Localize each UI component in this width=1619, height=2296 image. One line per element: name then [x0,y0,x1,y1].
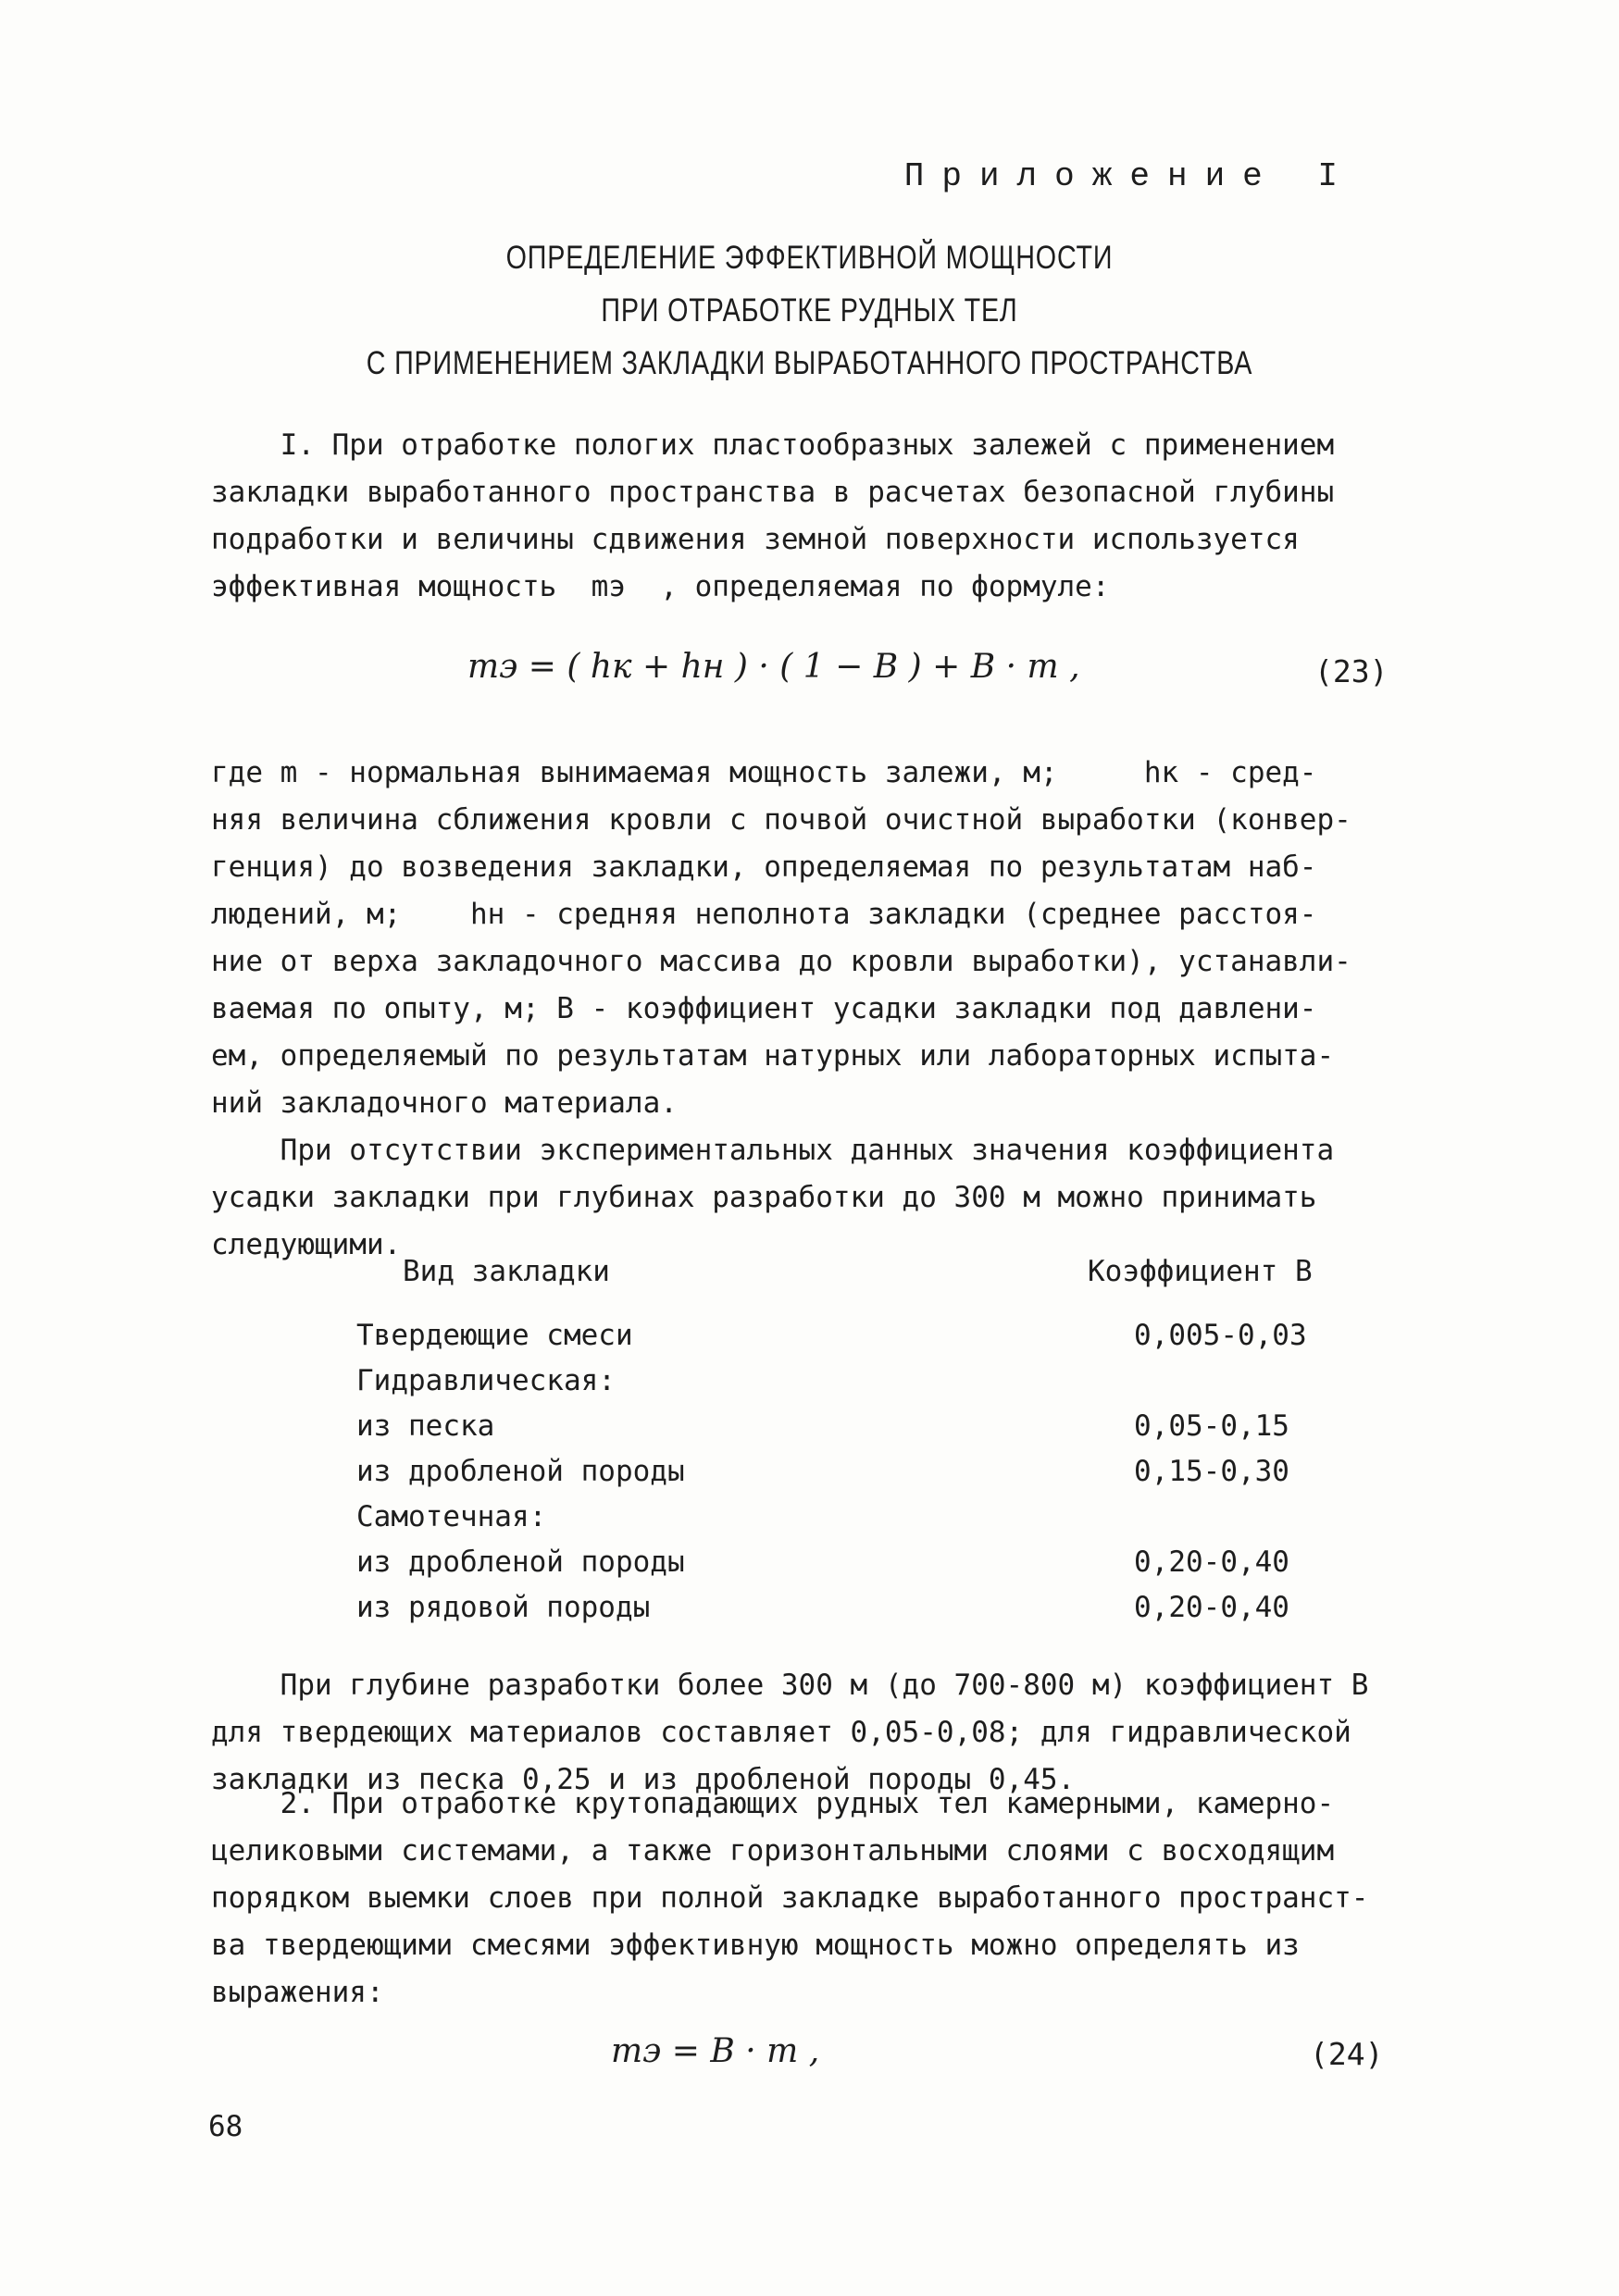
table-header [356,1249,1338,1295]
table-row [356,1540,1338,1585]
table-header-type: Вид закладки [403,1255,610,1288]
table-cell: Твердеющие смеси [356,1319,633,1352]
appendix-label: Приложение I [903,157,1355,195]
table-cell [1134,1495,1338,1540]
table-cell: Самотечная: [356,1500,547,1533]
page-number: 68 [208,2110,243,2143]
table-cell [1134,1359,1338,1404]
coefficient-table [356,1249,1338,1631]
title-line-1: ОПРЕДЕЛЕНИЕ ЭФФЕКТИВНОЙ МОЩНОСТИ [505,240,1114,276]
formula-23: mэ = ( hк + hн ) · ( 1 − B ) + B · m , [467,648,1080,686]
document-title [145,231,1473,390]
table-cell: из рядовой породы [356,1591,651,1624]
formula-23-number: (23) [1314,653,1389,689]
table-cell: 0,15-0,30 [1134,1455,1289,1488]
paragraph-2: где m - нормальная вынимаемая мощность залежи, м; hк - сред- няя величина сближения кровли с почвой очистной выработки (конвер- генция) до возведения закладки, определяемая по результатам наб- людений, м; hн - средняя неполнота закладки (среднее расстоя- ние от верха закладочного массива до кровли выработки), устанавли- ваемая по опыту, м; В - коэффициент усадки закладки под давлени- ем, определяемый по результатам натурных или лабораторных испыта- ний закладочного материала. При отсутствии экспериментальных данных значения коэффициента усадки закладки при глубинах разработки до 300 м можно принимать следующими. [211,756,1351,1261]
table-cell: 0,005-0,03 [1134,1319,1307,1352]
table-row [356,1313,1338,1359]
table-row [356,1404,1338,1449]
table-cell: из дробленой породы [356,1455,685,1488]
table-cell: Гидравлическая: [356,1364,616,1397]
table-row [356,1359,1338,1404]
table-header-coefficient: Коэффициент В [1088,1255,1313,1288]
table-cell: 0,20-0,40 [1134,1545,1289,1579]
paragraph-4: 2. При отработке крутопадающих рудных тел камерными, камерно- целиковыми системами, а также горизонтальными слоями с восходящим порядком выемки слоев при полной закладке выработанного пространст- ва твердеющими смесями эффективную мощность можно определять из выражения: [211,1787,1369,2009]
paragraph-1: I. При отработке пологих пластообразных залежей с применением закладки выработанного пространства в расчетах безопасной глубины подработки и величины сдвижения земной поверхности используется эффективная мощность mэ , определяемая по формуле: [211,428,1335,603]
table-cell: из песка [356,1409,495,1443]
table-row [356,1495,1338,1540]
table-cell: 0,05-0,15 [1134,1409,1289,1443]
title-line-3: С ПРИМЕНЕНИЕМ ЗАКЛАДКИ ВЫРАБОТАННОГО ПРОСТРАНСТВА [366,345,1253,381]
table-row [356,1449,1338,1495]
table-row [356,1585,1338,1631]
paragraph-3: При глубине разработки более 300 м (до 700-800 м) коэффициент В для твердеющих материалов составляет 0,05-0,08; для гидравлической закладки из песка 0,25 и из дробленой породы 0,45. [211,1669,1369,1796]
table-cell: 0,20-0,40 [1134,1591,1289,1624]
formula-24-number: (24) [1310,2036,1384,2072]
title-line-2: ПРИ ОТРАБОТКЕ РУДНЫХ ТЕЛ [601,292,1018,329]
table-cell: из дробленой породы [356,1545,685,1579]
formula-24: mэ = B · m , [611,2032,820,2070]
